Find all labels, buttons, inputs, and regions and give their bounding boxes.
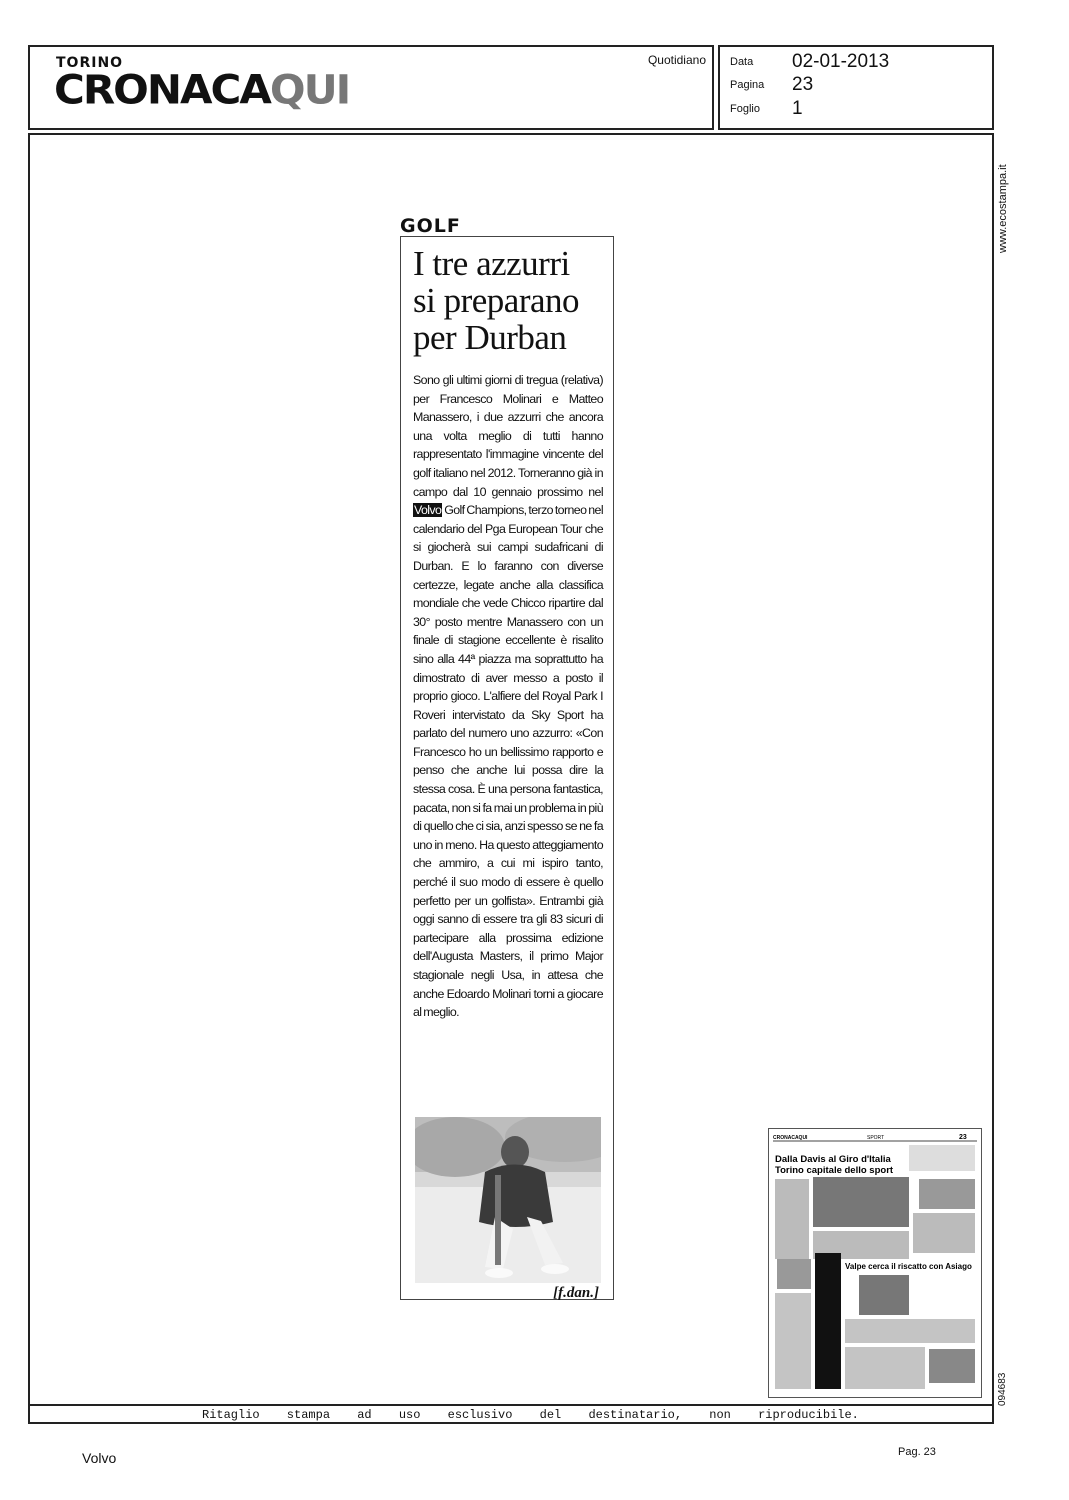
sheet-value: 1 bbox=[792, 98, 803, 119]
disclaimer-strip bbox=[28, 1404, 994, 1424]
article-headline bbox=[413, 245, 608, 356]
article-body bbox=[413, 371, 603, 1022]
sheet-label: Foglio bbox=[730, 103, 760, 115]
side-code bbox=[994, 1370, 1014, 1410]
golfer-photo-svg bbox=[415, 1117, 601, 1283]
date-label: Data bbox=[730, 56, 754, 68]
client-name: Volvo bbox=[82, 1450, 117, 1466]
page-reference: Pag. 23 bbox=[898, 1446, 936, 1458]
page-thumbnail-svg bbox=[769, 1129, 981, 1397]
masthead-city: TORINO bbox=[56, 55, 124, 71]
golfer-photo bbox=[415, 1117, 601, 1283]
page-thumbnail bbox=[768, 1128, 982, 1398]
newspaper-logo bbox=[54, 66, 350, 113]
byline: [f.dan.] bbox=[553, 1285, 599, 1301]
body-part-1: Sono gli ultimi giorni di tregua (relativa) per Francesco Molinari e Matteo Manassero, i due azzurri che ancora una volta meglio di tutti hanno rappresentato l'immagine vincente del golf italiano nel 2012. Torneranno già in campo dal 10 gennaio prossimo nel bbox=[413, 373, 603, 499]
headline-line-2: si preparano bbox=[413, 281, 580, 320]
thumb-page: 23 bbox=[959, 1134, 967, 1141]
logo-part1: CRONACA bbox=[54, 66, 270, 113]
logo-part2: QUI bbox=[269, 66, 350, 113]
disclaimer-text: Ritaglio stampa ad uso esclusivo del destinatario, non riproducibile. bbox=[202, 1408, 859, 1422]
side-code-text: 094683 bbox=[997, 1372, 1008, 1406]
body-part-2: Golf Champions, terzo torneo nel calendario del Pga European Tour che si giocherà sui campi sudafricani di Durban. E lo faranno con diverse certezze, legate anche alla classifica mondiale che vede Chicco ripartire dal 30° posto mentre Manassero con un finale di stagione eccellente è risalito sino alla 44ª piazza ma soprattutto ha dimostrato di aver messo a posto il proprio gioco. L'alfiere del Royal Park I Roveri intervistato da Sky Sport ha parlato del numero uno azzurro: «Con Francesco ho un bellissimo rapporto e penso che anche lui possa dire la stessa cosa. È una persona fantastica, pacata, non si fa mai un problema in più di quello che ci sia, anzi spesso se ne fa uno in meno. Ha questo atteggiamento che ammiro, a cui mi ispiro tanto, perché il suo modo di essere è quello perfetto per un golfista». Entrambi già oggi sanno di essere tra gli 83 sicuri di partecipare alla prossima edizione dell'Augusta Masters, il primo Major stagionale negli Usa, in attesa che anche Edoardo Molinari torni a giocare al meglio. bbox=[413, 503, 603, 1020]
headline-line-1: I tre azzurri bbox=[413, 244, 570, 283]
thumb-headline-3: Valpe cerca il riscatto con Asiago bbox=[845, 1262, 972, 1271]
section-label: GOLF bbox=[400, 215, 461, 237]
page-value: 23 bbox=[792, 74, 814, 95]
headline-line-3: per Durban bbox=[413, 318, 567, 357]
side-url-text: www.ecostampa.it bbox=[997, 164, 1009, 253]
thumb-paper: CRONACAQUI bbox=[773, 1135, 808, 1141]
meta-box bbox=[718, 45, 994, 130]
side-url bbox=[994, 145, 1014, 255]
thumb-section: SPORT bbox=[867, 1135, 885, 1141]
thumb-headline-2: Torino capitale dello sport bbox=[775, 1165, 894, 1176]
highlighted-keyword: Volvo bbox=[414, 503, 442, 518]
periodicity: Quotidiano bbox=[647, 53, 706, 67]
thumb-headline-1: Dalla Davis al Giro d'Italia bbox=[775, 1154, 891, 1165]
article-box bbox=[400, 236, 614, 1300]
masthead bbox=[28, 45, 714, 130]
date-value: 02-01-2013 bbox=[792, 51, 890, 72]
page-label: Pagina bbox=[730, 79, 765, 91]
